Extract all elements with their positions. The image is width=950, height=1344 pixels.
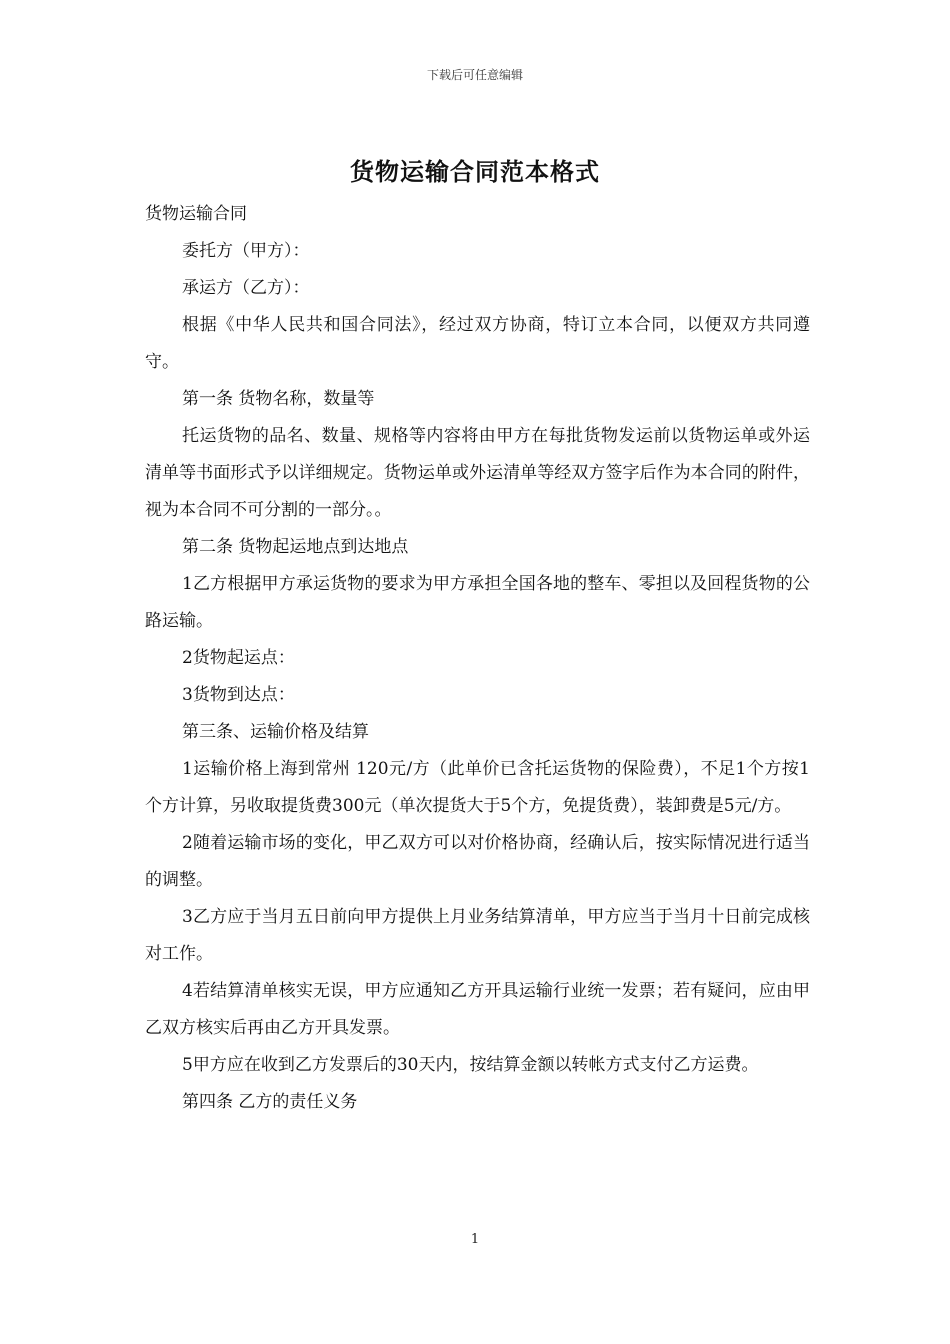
- paragraph-preamble: 根据《中华人民共和国合同法》，经过双方协商，特订立本合同，以便双方共同遵守。: [145, 315, 810, 372]
- document-title: 货物运输合同范本格式: [350, 157, 600, 186]
- article-1-heading: 第一条 货物名称，数量等: [182, 389, 375, 409]
- article-3-heading: 第三条、运输价格及结算: [182, 722, 369, 742]
- paragraph-party-a: 委托方（甲方）：: [182, 241, 310, 261]
- paragraph-contract-name: 货物运输合同: [145, 204, 247, 224]
- article-2-clause-1: 1乙方根据甲方承运货物的要求为甲方承担全国各地的整车、零担以及回程货物的公路运输。: [145, 574, 810, 631]
- article-2-heading: 第二条 货物起运地点到达地点: [182, 537, 409, 557]
- article-2-clause-2: 2货物起运点：: [182, 648, 295, 668]
- article-3-clause-4: 4若结算清单核实无误，甲方应通知乙方开具运输行业统一发票；若有疑问，应由甲乙双方核实后再由乙方开具发票。: [145, 981, 810, 1038]
- article-2-clause-3: 3货物到达点：: [182, 685, 295, 705]
- document-body: [145, 196, 810, 1121]
- article-3-clause-3: 3乙方应于当月五日前向甲方提供上月业务结算清单，甲方应当于当月十日前完成核对工作。: [145, 907, 810, 964]
- article-4-heading: 第四条 乙方的责任义务: [182, 1092, 358, 1112]
- article-3-clause-5: 5甲方应在收到乙方发票后的30天内，按结算金额以转帐方式支付乙方运费。: [182, 1055, 759, 1075]
- article-1-body: 托运货物的品名、数量、规格等内容将由甲方在每批货物发运前以货物运单或外运清单等书面形式予以详细规定。货物运单或外运清单等经双方签字后作为本合同的附件，视为本合同不可分割的一部分。。: [145, 426, 810, 520]
- article-3-clause-1: 1运输价格上海到常州 120元/方（此单价已含托运货物的保险费），不足1个方按1个方计算，另收取提货费300元（单次提货大于5个方，免提货费），装卸费是5元/方。: [145, 759, 810, 816]
- paragraph-party-b: 承运方（乙方）：: [182, 278, 310, 298]
- page-number: 1: [470, 1232, 480, 1247]
- header-note: 下载后可任意编辑: [426, 68, 523, 82]
- article-3-clause-2: 2随着运输市场的变化，甲乙双方可以对价格协商，经确认后，按实际情况进行适当的调整。: [145, 833, 810, 890]
